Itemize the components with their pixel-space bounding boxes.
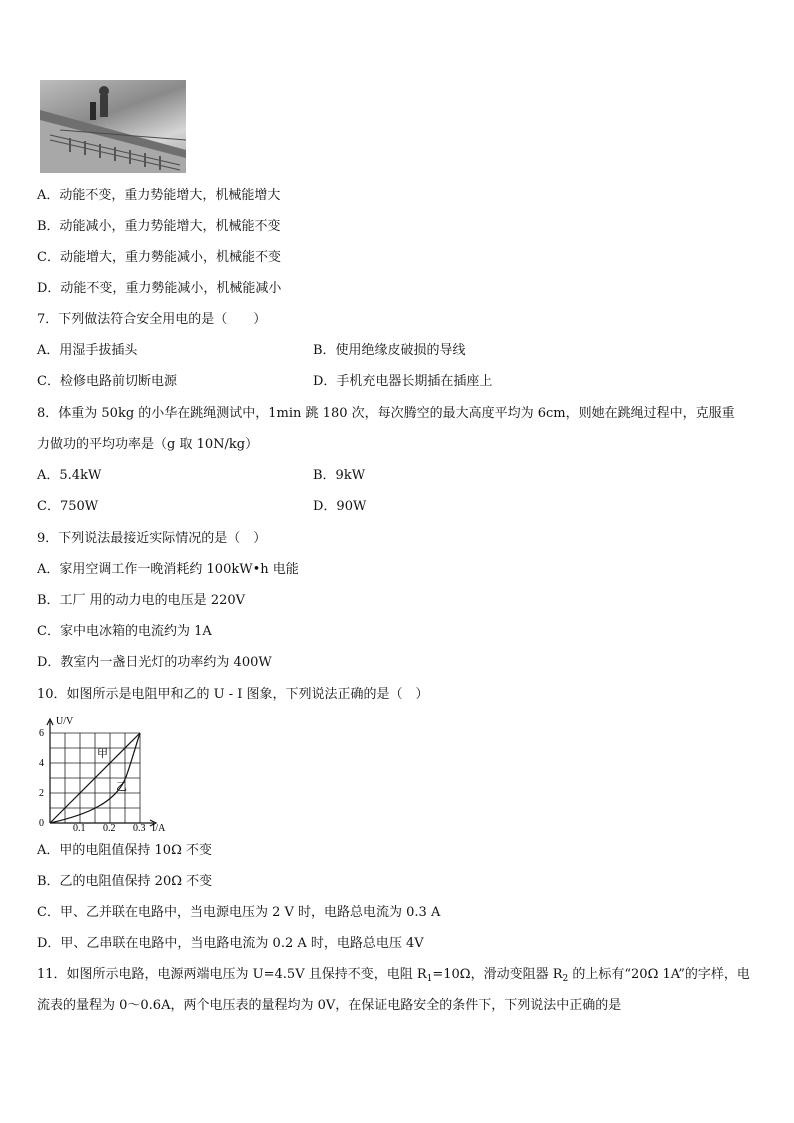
q9-option-b: B．工厂 用的动力电的电压是 220V: [37, 593, 246, 608]
q7-stem: 7．下列做法符合安全用电的是（ ）: [37, 312, 267, 327]
q8-option-c: C．750W: [37, 499, 99, 514]
q8-option-a: A．5.4kW: [37, 468, 102, 483]
q11-stem-line2: 流表的量程为 0～0.6A，两个电压表的量程均为 0V，在保证电路安全的条件下，下列说法中正确的是: [37, 998, 622, 1013]
q9-option-c: C．家中电冰箱的电流约为 1A: [37, 624, 212, 639]
x-tick: 0.3: [133, 823, 146, 833]
q8-stem-line1: 8．体重为 50kg 的小华在跳绳测试中，1min 跳 180 次，每次腾空的最大高度平均为 6cm，则她在跳绳过程中，克服重: [37, 406, 735, 421]
x-tick: 0.2: [103, 823, 116, 833]
q10-option-d: D．甲、乙串联在电路中，当电路电流为 0.2 A 时，电路总电压 4V: [37, 936, 424, 951]
q8-option-d: D．90W: [313, 499, 367, 514]
q8-option-b: B．9kW: [313, 468, 366, 483]
x-axis-label: I/A: [152, 823, 166, 833]
q6-option-d: D．动能不变，重力勢能减小，机械能减小: [37, 281, 282, 296]
q9-option-a: A．家用空调工作一晚消耗约 100kW•h 电能: [37, 562, 299, 577]
q8-stem-line2: 力做功的平均功率是（g 取 10N/kg）: [37, 437, 259, 452]
q7-option-d: D．手机充电器长期插在插座上: [313, 374, 493, 389]
q11-stem-line1: 11．如图所示电路，电源两端电压为 U=4.5V 且保持不变，电阻 $R_1=10\Omega$，滑动变阻器 $R_2$ 的上标有“20Ω 1A”的字样，电: [37, 967, 750, 984]
q10-option-c: C．甲、乙并联在电路中，当电源电压为 2 V 时，电路总电流为 0.3 A: [37, 905, 441, 920]
q9-option-d: D．教室内一盏日光灯的功率约为 400W: [37, 655, 272, 670]
y-tick: 2: [39, 788, 44, 799]
q7-option-b: B．使用绝缘皮破损的导线: [313, 343, 466, 358]
q9-stem: 9．下列说法最接近实际情况的是（ ）: [37, 531, 267, 546]
q6-option-b: B．动能减小，重力势能增大，机械能不变: [37, 219, 281, 234]
y-tick: 0: [39, 818, 44, 829]
q6-option-a: A．动能不变，重力势能增大，机械能增大: [37, 188, 281, 203]
x-tick: 0.1: [73, 823, 86, 833]
y-axis-label: U/V: [56, 716, 74, 727]
y-tick: 6: [39, 728, 44, 739]
q10-option-b: B．乙的电阻值保持 20Ω 不变: [37, 874, 213, 889]
q10-stem: 10．如图所示是电阻甲和乙的 U - I 图象，下列说法正确的是（ ）: [37, 687, 429, 702]
label-jia: 甲: [97, 747, 108, 760]
q7-option-a: A．用湿手拔插头: [37, 343, 138, 358]
q7-option-c: C．检修电路前切断电源: [37, 374, 177, 389]
u-i-graph: [36, 715, 176, 837]
q10-option-a: A．甲的电阻值保持 10Ω 不变: [37, 843, 212, 858]
q6-option-c: C．动能增大，重力勢能减小，机械能不变: [37, 250, 281, 265]
label-yi: 乙: [116, 780, 127, 793]
escalator-photo: [40, 80, 186, 173]
y-tick: 4: [39, 758, 44, 769]
